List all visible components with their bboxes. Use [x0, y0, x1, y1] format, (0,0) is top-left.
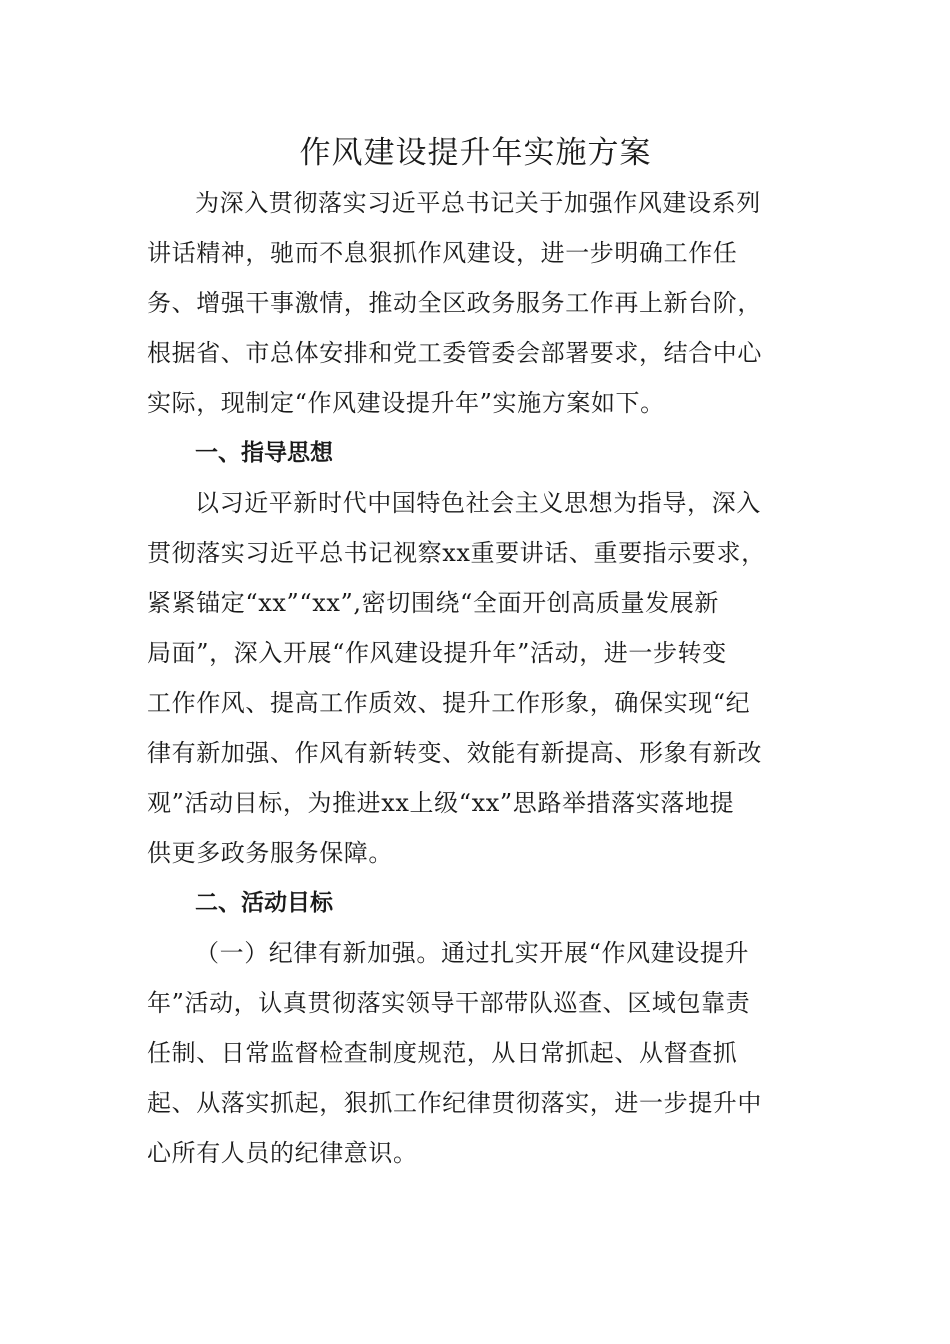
document-title: 作风建设提升年实施方案: [299, 135, 652, 171]
paragraph-line: 以习近平新时代中国特色社会主义思想为指导，深入: [195, 489, 761, 517]
paragraph-line: 心所有人员的纪律意识。: [147, 1139, 418, 1167]
paragraph-line: 年”活动，认真贯彻落实领导干部带队巡查、区域包靠责: [147, 989, 751, 1017]
paragraph-line: 为深入贯彻落实习近平总书记关于加强作风建设系列: [195, 189, 761, 217]
paragraph-line: 实际，现制定“作风建设提升年”实施方案如下。: [147, 389, 665, 417]
paragraph-line: 根据省、市总体安排和党工委管委会部署要求，结合中心: [147, 339, 762, 367]
section-heading-guiding-ideology: 一、指导思想: [195, 440, 333, 466]
paragraph-line: 观”活动目标，为推进xx上级“xx”思路举措落实落地提: [147, 789, 735, 817]
paragraph-line: 贯彻落实习近平总书记视察xx重要讲话、重要指示要求，: [147, 539, 766, 567]
section-paragraph-activity-goals: [147, 928, 804, 1178]
paragraph-line: 供更多政务服务保障。: [147, 839, 393, 867]
paragraph-line: 讲话精神，驰而不息狠抓作风建设，进一步明确工作任: [147, 239, 738, 267]
paragraph-line: 任制、日常监督检查制度规范，从日常抓起、从督查抓: [147, 1039, 738, 1067]
section-paragraph-guiding-ideology: [147, 478, 804, 878]
intro-paragraph: [147, 178, 804, 428]
document-page: [147, 130, 804, 1178]
paragraph-line: 务、增强干事激情，推动全区政务服务工作再上新台阶，: [147, 289, 762, 317]
paragraph-line: （一）纪律有新加强。通过扎实开展“作风建设提升: [195, 939, 750, 967]
section-heading-activity-goals: 二、活动目标: [195, 890, 333, 916]
paragraph-line: 律有新加强、作风有新转变、效能有新提高、形象有新改: [147, 739, 762, 767]
paragraph-line: 工作作风、提高工作质效、提升工作形象，确保实现“纪: [147, 689, 751, 717]
paragraph-line: 起、从落实抓起，狠抓工作纪律贯彻落实，进一步提升中: [147, 1089, 762, 1117]
paragraph-line: 紧紧锚定“xx”“xx”,密切围绕“全面开创高质量发展新: [147, 589, 719, 617]
paragraph-line: 局面”，深入开展“作风建设提升年”活动，进一步转变: [147, 639, 727, 667]
